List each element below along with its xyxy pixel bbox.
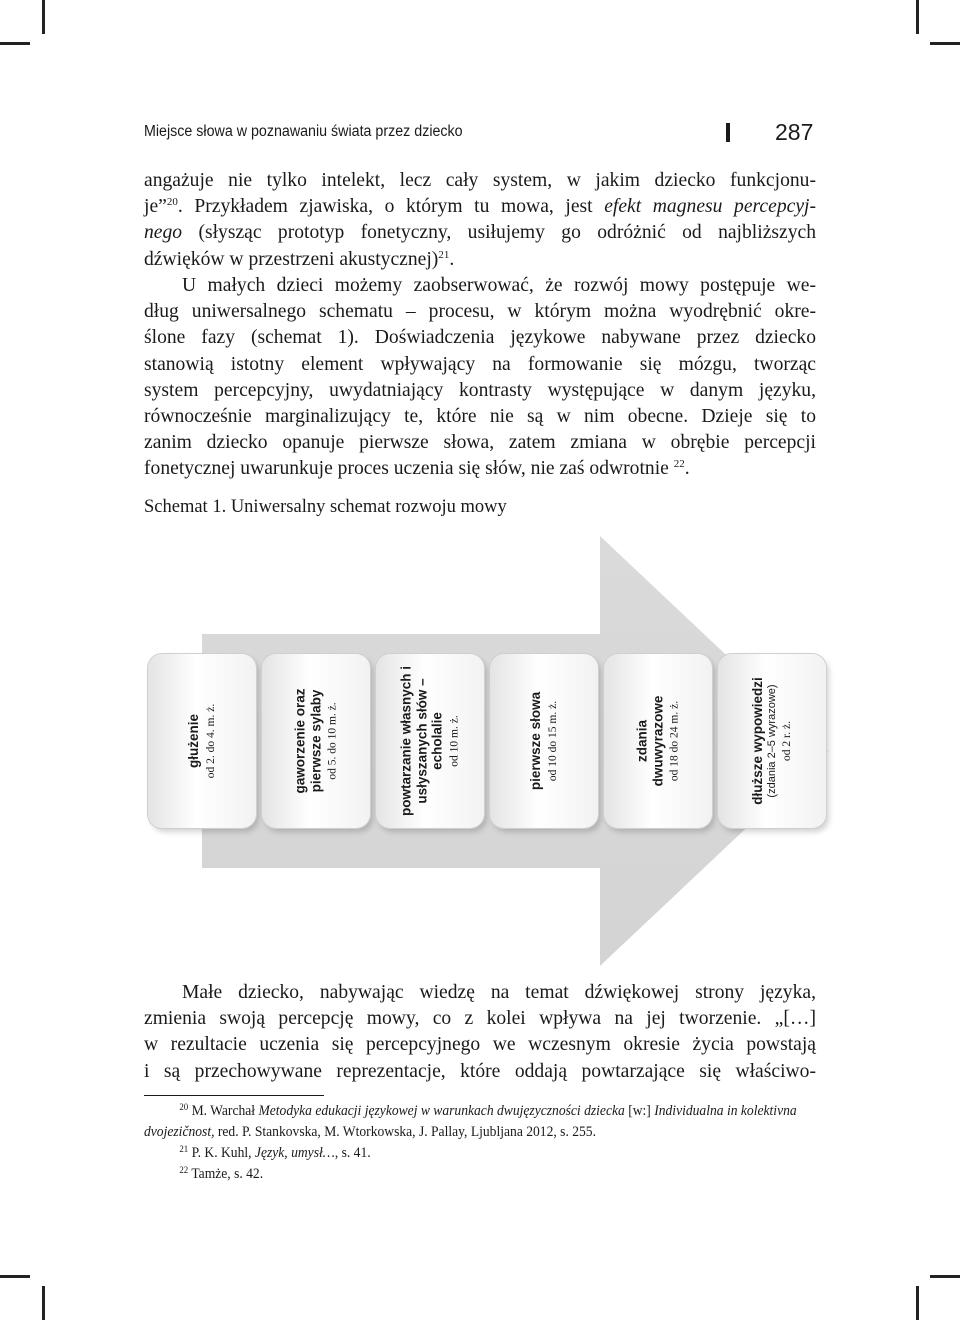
- citation-title: Metodyka edukacji językowej w warunkach dwujęzyczności dziecka: [258, 1103, 625, 1119]
- figure-caption: Schemat 1. Uniwersalny schemat rozwoju mowy: [144, 497, 507, 517]
- text-run: .: [449, 248, 455, 270]
- text-run: je”: [144, 196, 167, 218]
- stage-age: od 10 do 15 m. ż.: [546, 700, 559, 782]
- footnote-number: 22: [179, 1166, 189, 1176]
- running-head: Miejsce słowa w poznawaniu świata przez dziecko: [144, 123, 463, 140]
- emphasis-term: nego: [144, 222, 183, 244]
- text-line: [144, 247, 816, 273]
- stage-text: [186, 661, 218, 821]
- text-run: . Przykładem zjawiska, o którym tu mowa, jest: [177, 196, 605, 218]
- text-line: Małe dziecko, nabywając wiedzę na temat dźwiękowej strony języka,: [182, 982, 816, 1003]
- stage-text: [634, 686, 681, 796]
- footnote-20: [144, 1101, 797, 1122]
- footnote-22: [144, 1164, 769, 1185]
- running-head-bar: [726, 123, 730, 142]
- citation-title: Język, umysł…: [254, 1145, 335, 1161]
- text-run: M. Warchał: [188, 1103, 259, 1119]
- text-line: zanim dziecko opanuje pierwsze słowa, zatem zmiana w obrębie percepcji: [144, 432, 816, 454]
- text-line: [144, 194, 816, 220]
- text-line: dług uniwersalnego schematu – procesu, w którym można wyodrębnić okre-: [144, 301, 816, 323]
- text-run: dźwięków w przestrzeni akustycznej): [144, 248, 439, 270]
- stage-age: od 2. do 4. m. ż.: [204, 703, 217, 779]
- paragraph-3: [144, 980, 816, 1085]
- footnote-number: 20: [179, 1103, 189, 1113]
- stage-label: zdania dwuwyrazowe: [634, 695, 665, 787]
- text-run: fonetycznej uwarunkuje proces uczenia się słów, nie zaś odwrotnie: [144, 458, 674, 480]
- footnote-number: 21: [179, 1145, 189, 1155]
- text-line: w rezultacie uczenia się percepcyjnego we wczesnym okresie życia powstają: [144, 1034, 816, 1056]
- stage-text: [399, 656, 462, 826]
- stage-label: pierwsze słowa: [528, 691, 544, 791]
- speech-development-diagram: [140, 536, 830, 966]
- text-line: równocześnie marginalizujący te, które nie są w nim obecne. Dzieje się to: [144, 406, 816, 428]
- footnote-ref-20: 20: [166, 196, 178, 209]
- stage-sublabel: (zdania 2–5 wyrazowe): [765, 684, 778, 798]
- footnotes: [144, 1101, 797, 1185]
- text-run: [w:]: [624, 1103, 655, 1119]
- stage-box-2: [262, 654, 370, 828]
- text-line: [144, 456, 816, 482]
- text-run: , s. 41.: [334, 1145, 371, 1161]
- crop-mark: [42, 1286, 45, 1320]
- text-run: .: [684, 458, 690, 480]
- text-line: system percepcyjny, uwydatniający kontrasty występujące w danym języku,: [144, 379, 816, 401]
- stage-text: [750, 661, 794, 821]
- text-run: P. K. Kuhl,: [188, 1145, 255, 1161]
- crop-mark: [42, 0, 45, 34]
- stage-box-6: [718, 654, 826, 828]
- text-line: U małych dzieci możemy zaobserwować, że rozwój mowy postępuje we-: [182, 275, 816, 296]
- citation-title: dvojezičnost,: [144, 1124, 215, 1140]
- stage-box-5: [604, 654, 712, 828]
- stage-label: powtarzanie własnych i usłyszanych słów – echolalie: [398, 665, 445, 817]
- text-run: Tamże, s. 42.: [188, 1166, 264, 1182]
- stage-label: dłuższe wypowiedzi: [749, 677, 765, 805]
- stage-age: od 18 do 24 m. ż.: [668, 700, 681, 782]
- crop-mark: [0, 1275, 30, 1278]
- stage-box-3: [376, 654, 484, 828]
- stage-label: głużenie: [186, 714, 202, 769]
- crop-mark: [930, 1275, 960, 1278]
- crop-mark: [916, 0, 919, 34]
- stage-age: od 5. do 10 m. ż.: [326, 702, 339, 780]
- page-number: 287: [775, 119, 814, 145]
- stage-text: [528, 661, 560, 821]
- stage-box-4: [490, 654, 598, 828]
- stage-box-1: [148, 654, 256, 828]
- text-run: (słysząc prototyp fonetyczny, usiłujemy go odróżnić od najbliższych: [182, 222, 816, 244]
- emphasis-term: efekt magnesu percepcyj-: [604, 196, 816, 218]
- citation-title: Individualna in kolektivna: [654, 1103, 797, 1119]
- footnote-21: [144, 1143, 769, 1164]
- crop-mark: [0, 42, 30, 45]
- footnote-20-cont: [144, 1122, 769, 1143]
- text-line: angażuje nie tylko intelekt, lecz cały system, w jakim dziecko funkcjonu-: [144, 170, 816, 191]
- footnote-ref-21: 21: [438, 248, 450, 261]
- text-run: red. P. Stankovska, M. Wtorkowska, J. Pallay, Ljubljana 2012, s. 255.: [214, 1124, 596, 1140]
- crop-mark: [930, 42, 960, 45]
- footnote-rule: [144, 1095, 324, 1096]
- stage-text: [292, 661, 339, 821]
- stage-label: gaworzenie oraz pierwsze sylaby: [292, 688, 323, 794]
- footnote-ref-22: 22: [673, 458, 685, 471]
- text-line: ślone fazy (schemat 1). Doświadczenia językowe nabywane przez dziecko: [144, 327, 816, 349]
- stage-age: od 2 r. ż.: [780, 721, 793, 761]
- text-line: zmienia swoją percepcję mowy, co z kolei wpływa na jej tworzenie. „[…]: [144, 1008, 816, 1030]
- paragraph-1: [144, 168, 816, 273]
- text-line: i są przechowywane reprezentacje, które oddają powtarzające się właściwo-: [144, 1060, 816, 1082]
- paragraph-2: [144, 273, 816, 483]
- text-line: stanowią istotny element wpływający na formowanie się mózgu, tworząc: [144, 353, 816, 375]
- crop-mark: [916, 1286, 919, 1320]
- text-line: [144, 220, 816, 246]
- stage-age: od 10 m. ż.: [448, 715, 461, 767]
